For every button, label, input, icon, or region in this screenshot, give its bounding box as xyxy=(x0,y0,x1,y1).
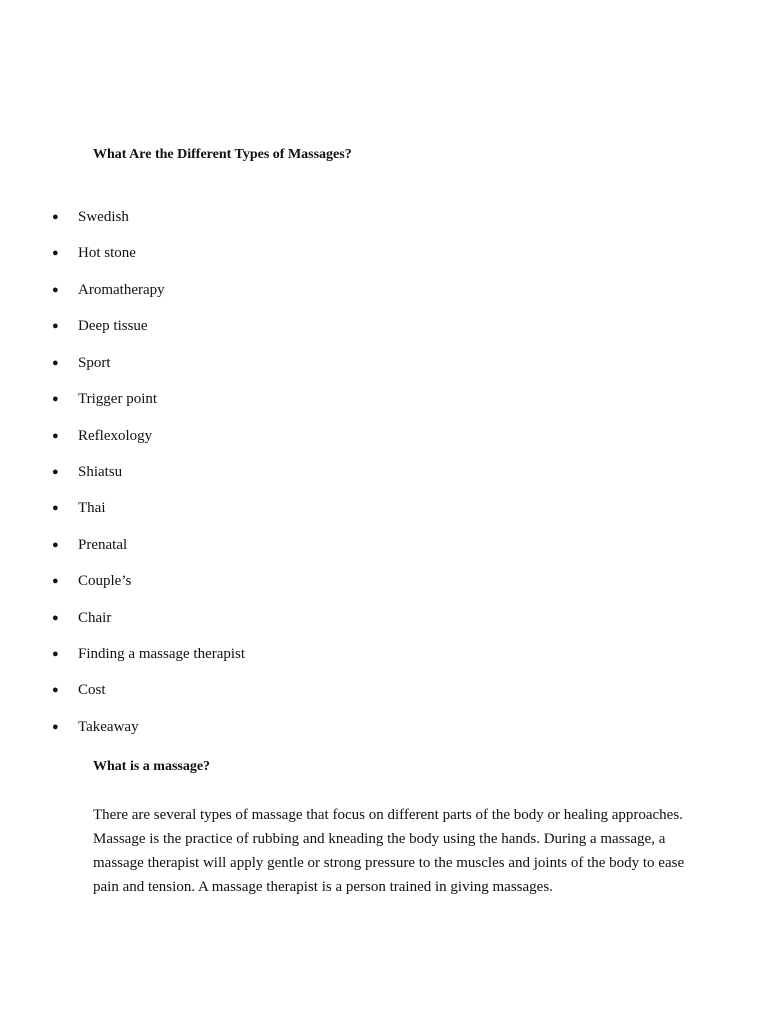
bullet-icon: ● xyxy=(52,429,59,442)
list-item xyxy=(0,353,700,389)
list-item xyxy=(0,462,700,498)
list-item xyxy=(0,571,700,607)
bullet-icon: ● xyxy=(52,393,59,406)
bullet-icon: ● xyxy=(52,502,59,515)
bullet-icon: ● xyxy=(52,684,59,697)
bullet-icon: ● xyxy=(52,356,59,369)
bullet-icon: ● xyxy=(52,320,59,333)
list-item xyxy=(0,207,700,243)
bullet-icon: ● xyxy=(52,575,59,588)
bullet-icon: ● xyxy=(52,247,59,260)
bullet-icon: ● xyxy=(52,283,59,296)
list-item xyxy=(0,644,700,680)
list-item xyxy=(0,389,700,425)
list-item xyxy=(0,280,700,316)
bullet-icon: ● xyxy=(52,211,59,223)
list-item xyxy=(0,680,700,716)
list-item-label: Shiatsu xyxy=(78,463,123,480)
list-item-label: Couple’s xyxy=(78,573,132,590)
list-item-label: Deep tissue xyxy=(78,318,148,335)
list-item-label: Aromatherapy xyxy=(78,281,165,298)
list-item-label: Hot stone xyxy=(78,245,136,262)
bullet-icon: ● xyxy=(52,538,59,551)
list-item xyxy=(0,426,700,462)
list-item-label: Takeaway xyxy=(78,718,139,735)
bullet-icon: ● xyxy=(52,648,59,661)
list-item-label: Chair xyxy=(78,609,112,626)
section-paragraph: There are several types of massage that focus on different parts of the body or healing approaches. Massage is the practice of rubbing and kneading the body using the hands. During a massage, a massage therapist will apply gentle or strong pressure to the muscles and joints of the body to ease pain and tension. A massage therapist is a person trained in giving massages. xyxy=(93,807,685,895)
list-item-label: Reflexology xyxy=(78,427,153,444)
list-item-label: Thai xyxy=(78,500,106,517)
list-item xyxy=(0,608,700,644)
massage-types-list xyxy=(0,207,700,753)
list-item-label: Finding a massage therapist xyxy=(78,646,246,663)
list-item xyxy=(0,498,700,534)
section-heading: What is a massage? xyxy=(93,759,211,774)
list-item-label: Cost xyxy=(78,682,106,699)
bullet-icon: ● xyxy=(52,720,59,733)
list-item-label: Swedish xyxy=(78,209,129,225)
list-item-label: Sport xyxy=(78,354,111,371)
page-title: What Are the Different Types of Massages? xyxy=(93,147,352,162)
list-item-label: Trigger point xyxy=(78,391,158,408)
bullet-icon: ● xyxy=(52,465,59,478)
list-item xyxy=(0,535,700,571)
bullet-icon: ● xyxy=(52,611,59,624)
list-item-label: Prenatal xyxy=(78,536,128,553)
list-item xyxy=(0,717,700,753)
list-item xyxy=(0,316,700,352)
list-item xyxy=(0,243,700,279)
